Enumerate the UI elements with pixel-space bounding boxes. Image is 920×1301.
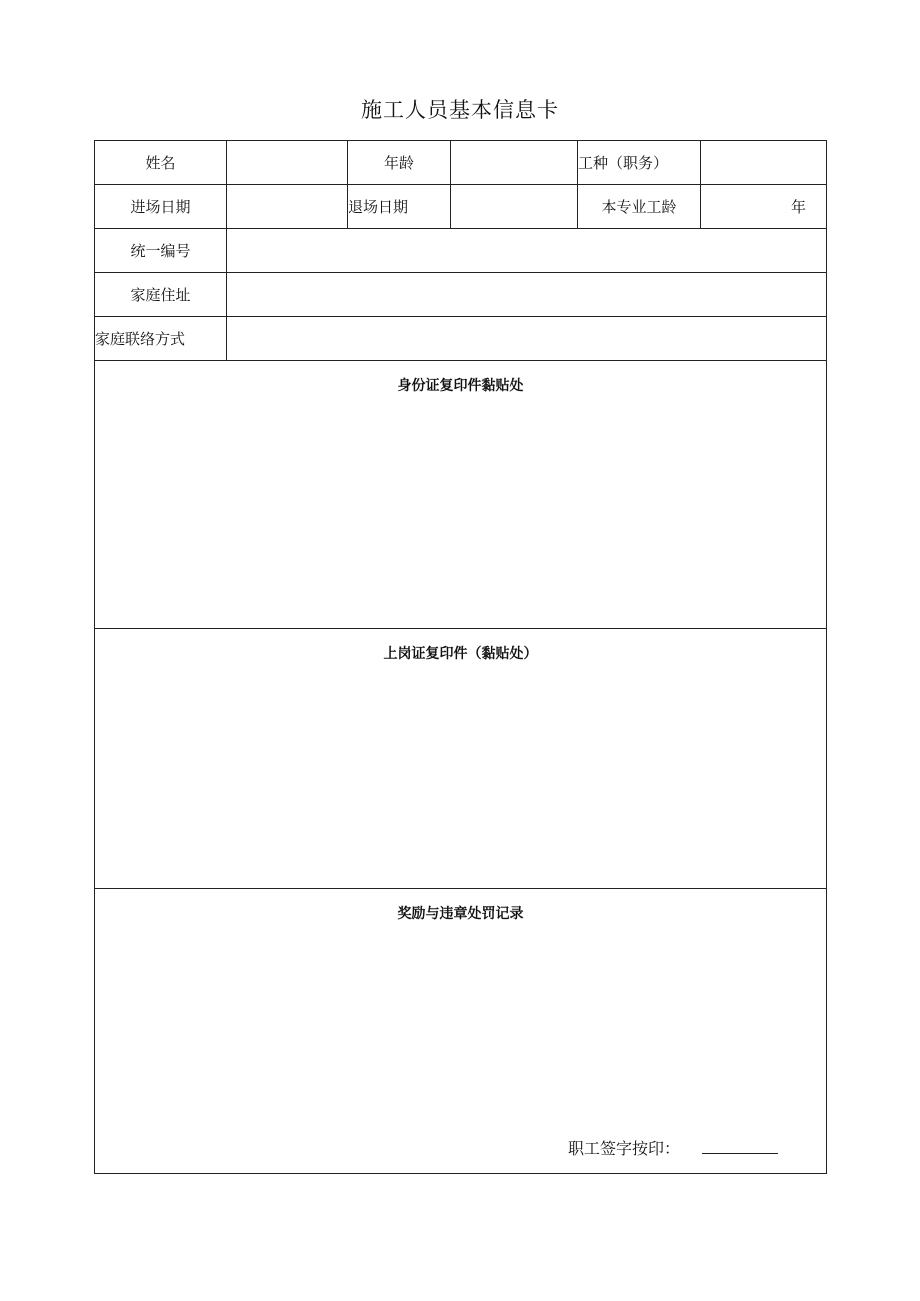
contact-field[interactable] [227, 317, 827, 361]
age-label: 年龄 [348, 141, 451, 185]
row-address [95, 273, 827, 317]
id-copy-area[interactable] [95, 361, 827, 629]
signature-line[interactable] [702, 1139, 778, 1154]
seniority-field[interactable] [701, 185, 827, 229]
row-cert-copy [95, 629, 827, 889]
signature-block [568, 1136, 778, 1159]
name-field[interactable] [227, 141, 348, 185]
cert-copy-title: 上岗证复印件（黏贴处） [383, 646, 538, 662]
exit-date-label: 退场日期 [348, 185, 451, 229]
id-number-field[interactable] [227, 229, 827, 273]
row-dates [95, 185, 827, 229]
row-name-age-job [95, 141, 827, 185]
job-field[interactable] [701, 141, 827, 185]
row-records [95, 889, 827, 1174]
entry-date-label: 进场日期 [95, 185, 227, 229]
id-copy-title: 身份证复印件黏贴处 [397, 378, 524, 394]
cert-copy-area[interactable] [95, 629, 827, 889]
seniority-unit: 年 [790, 198, 806, 216]
page-title: 施工人员基本信息卡 [361, 98, 559, 122]
job-label: 工种（职务） [578, 141, 701, 185]
contact-label: 家庭联络方式 [95, 317, 227, 361]
address-field[interactable] [227, 273, 827, 317]
seniority-label: 本专业工龄 [578, 185, 701, 229]
row-id-copy [95, 361, 827, 629]
records-title: 奖励与违章处罚记录 [397, 906, 524, 922]
exit-date-field[interactable] [451, 185, 578, 229]
records-area[interactable] [95, 889, 827, 1174]
entry-date-field[interactable] [227, 185, 348, 229]
info-card-table [94, 140, 827, 1174]
signature-label: 职工签字按印： [567, 1139, 680, 1158]
row-contact [95, 317, 827, 361]
age-field[interactable] [451, 141, 578, 185]
id-number-label: 统一编号 [95, 229, 227, 273]
address-label: 家庭住址 [95, 273, 227, 317]
row-id-number [95, 229, 827, 273]
name-label: 姓名 [95, 141, 227, 185]
